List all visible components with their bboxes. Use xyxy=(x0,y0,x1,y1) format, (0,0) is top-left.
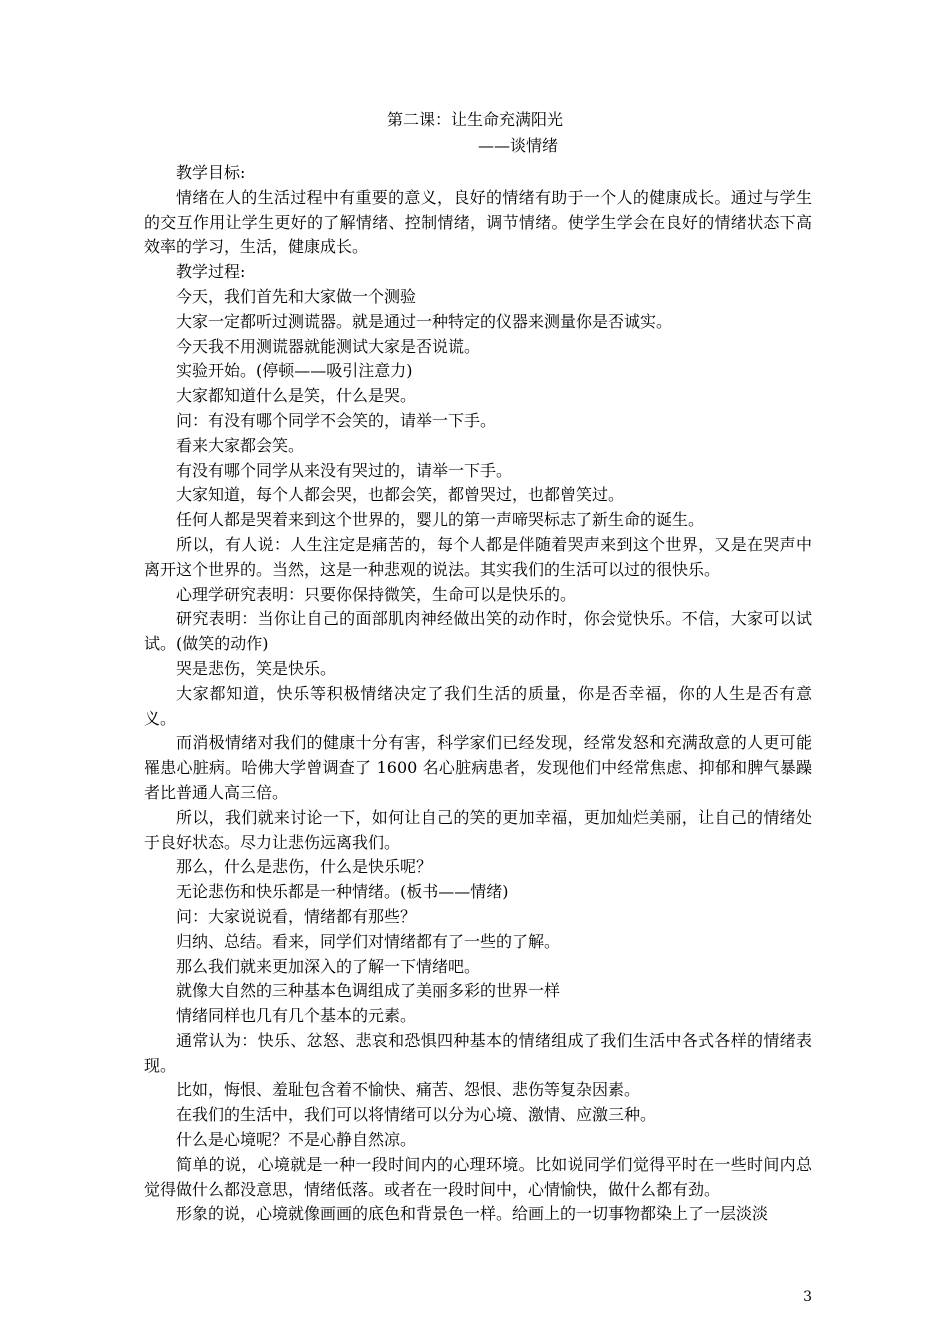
paragraph: 比如，悔恨、羞耻包含着不愉快、痛苦、怨恨、悲伤等复杂因素。 xyxy=(176,1080,641,1100)
paragraph: 心理学研究表明：只要你保持微笑，生命可以是快乐的。 xyxy=(176,584,577,604)
paragraph: 今天，我们首先和大家做一个测验 xyxy=(176,286,417,306)
paragraph: 今天我不用测谎器就能测试大家是否说谎。 xyxy=(176,336,481,356)
paragraph: 而消极情绪对我们的健康十分有害，科学家们已经发现，经常发怒和充满敌意的人更可能罹患心脏病。哈佛大学曾调查了 1600 名心脏病患者，发现他们中经常焦虑、抑郁和脾气暴躁者比普通人高三倍。 xyxy=(144,733,812,802)
paragraph: 大家知道，每个人都会哭，也都会笑，都曾哭过，也都曾笑过。 xyxy=(176,485,625,505)
paragraph: 就像大自然的三种基本色调组成了美丽多彩的世界一样 xyxy=(176,981,561,1001)
paragraph: 形象的说，心境就像画画的底色和背景色一样。给画上的一切事物都染上了一层淡淡 xyxy=(176,1204,769,1224)
paragraph: 研究表明：当你让自己的面部肌肉神经做出笑的动作时，你会觉快乐。不信，大家可以试试。(做笑的动作) xyxy=(144,609,812,654)
paragraph: 问：有没有哪个同学不会笑的，请举一下手。 xyxy=(176,410,497,430)
paragraph: 教学目标: xyxy=(176,163,246,182)
paragraph: 实验开始。(停顿——吸引注意力) xyxy=(176,361,413,381)
paragraph: 情绪在人的生活过程中有重要的意义，良好的情绪有助于一个人的健康成长。通过与学生的交互作用让学生更好的了解情绪、控制情绪，调节情绪。使学生学会在良好的情绪状态下高效率的学习，生活，健康成长。 xyxy=(144,187,812,257)
paragraph: 通常认为：快乐、忿怒、悲哀和恐惧四种基本的情绪组成了我们生活中各式各样的情绪表现。 xyxy=(144,1030,812,1075)
paragraph: 看来大家都会笑。 xyxy=(176,435,305,455)
paragraph: 所以，我们就来讨论一下，如何让自己的笑的更加幸福，更加灿烂美丽，让自己的情绪处于良好状态。尽力让悲伤远离我们。 xyxy=(144,807,812,852)
paragraph: 那么我们就来更加深入的了解一下情绪吧。 xyxy=(176,956,481,976)
document-body xyxy=(144,161,812,1227)
paragraph: 教学过程: xyxy=(176,262,246,282)
paragraph: 所以，有人说：人生注定是痛苦的，每个人都是伴随着哭声来到这个世界，又是在哭声中离开这个世界的。当然，这是一种悲观的说法。其实我们的生活可以过的很快乐。 xyxy=(144,534,812,579)
paragraph: 什么是心境呢？不是心静自然凉。 xyxy=(176,1130,417,1150)
paragraph: 归纳、总结。看来，同学们对情绪都有了一些的了解。 xyxy=(176,931,561,951)
paragraph: 问：大家说说看，情绪都有那些？ xyxy=(176,906,417,926)
document-title: 第二课：让生命充满阳光 xyxy=(386,110,563,129)
paragraph: 在我们的生活中，我们可以将情绪可以分为心境、激情、应激三种。 xyxy=(176,1105,657,1125)
paragraph: 哭是悲伤，笑是快乐。 xyxy=(176,658,337,678)
paragraph: 大家一定都听过测谎器。就是通过一种特定的仪器来测量你是否诚实。 xyxy=(176,311,673,331)
paragraph: 简单的说，心境就是一种一段时间内的心理环境。比如说同学们觉得平时在一些时间内总觉得做什么都没意思，情绪低落。或者在一段时间中，心情愉快，做什么都有劲。 xyxy=(144,1154,812,1199)
page-number: 3 xyxy=(803,1289,812,1305)
paragraph: 任何人都是哭着来到这个世界的，婴儿的第一声啼哭标志了新生命的诞生。 xyxy=(176,510,705,530)
paragraph: 大家都知道，快乐等积极情绪决定了我们生活的质量，你是否幸福，你的人生是否有意义。 xyxy=(144,683,812,728)
paragraph: 情绪同样也几有几个基本的元素。 xyxy=(176,1006,417,1026)
document-subtitle: ——谈情绪 xyxy=(478,136,559,155)
paragraph: 那么，什么是悲伤，什么是快乐呢？ xyxy=(176,857,433,877)
paragraph: 无论悲伤和快乐都是一种情绪。(板书——情绪) xyxy=(176,882,509,902)
paragraph: 大家都知道什么是笑，什么是哭。 xyxy=(176,386,417,406)
paragraph: 有没有哪个同学从来没有哭过的，请举一下手。 xyxy=(176,460,513,480)
